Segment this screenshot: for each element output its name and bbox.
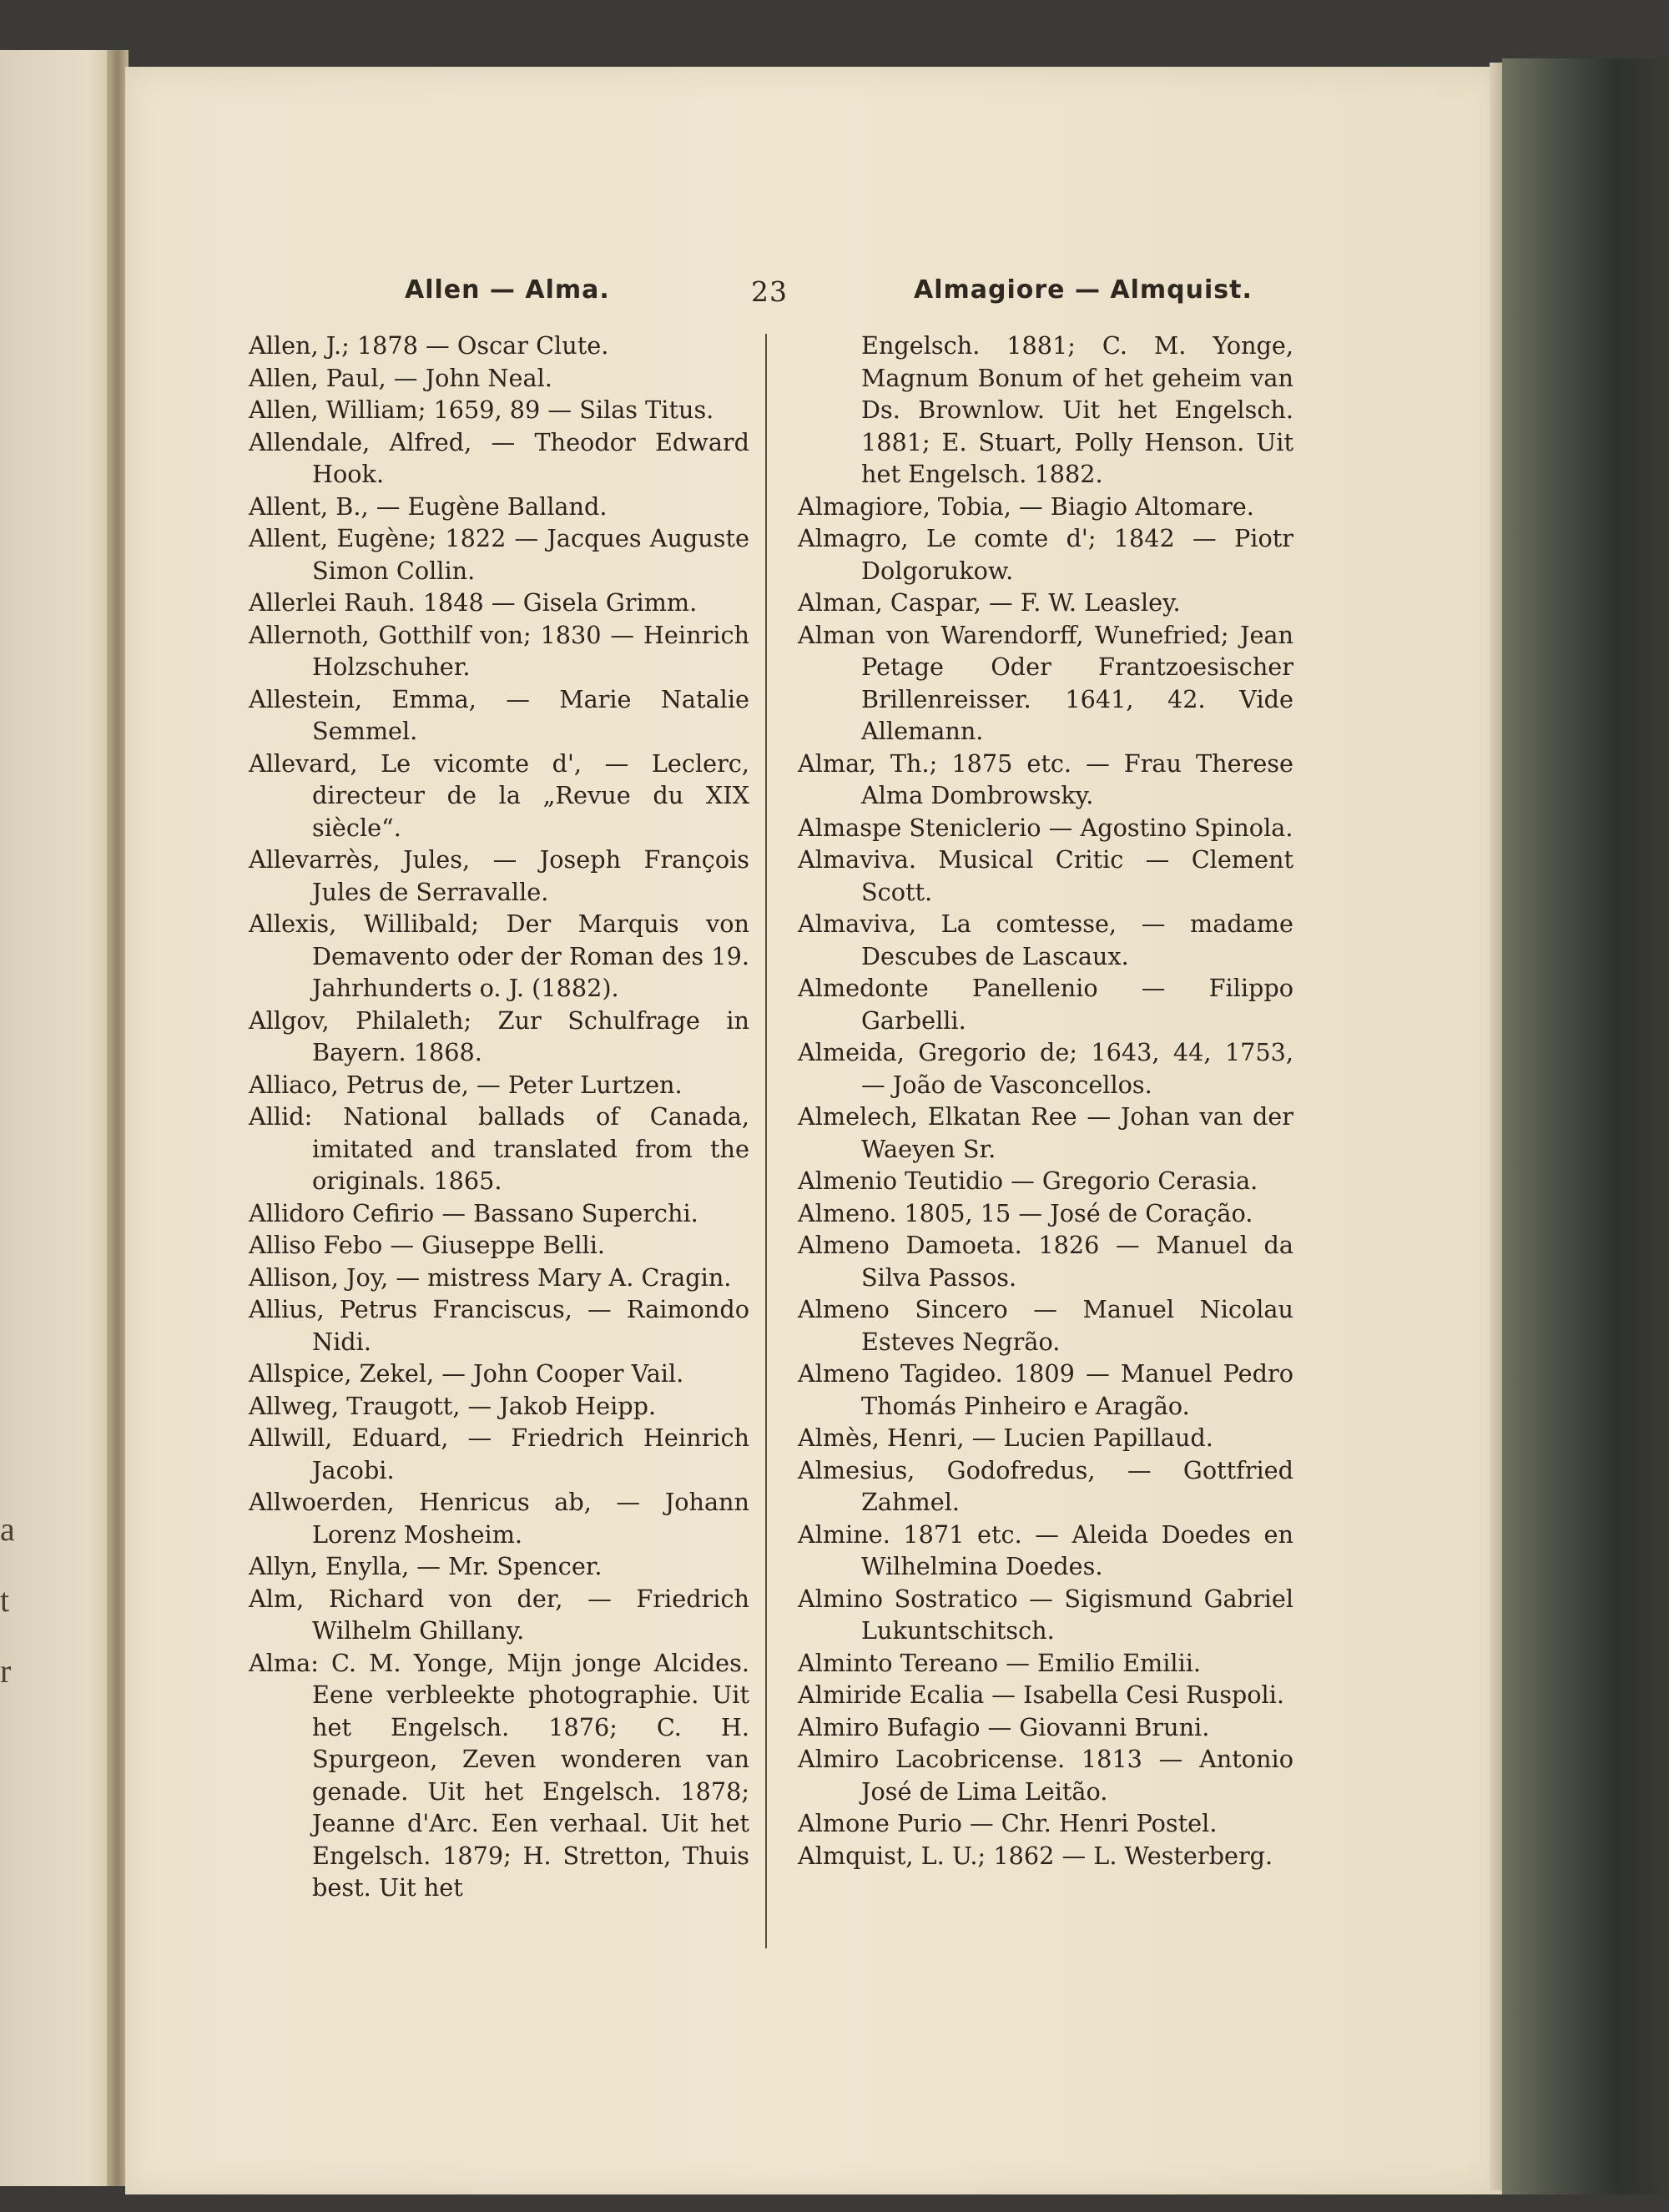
- index-entry: Allestein, Emma, — Marie Natalie Semmel.: [249, 684, 749, 745]
- index-entry: Allspice, Zekel, — John Cooper Vail.: [249, 1359, 684, 1388]
- index-entry: Almaviva. Musical Critic — Clement Scott.: [798, 845, 1293, 906]
- index-entry: Allexis, Willibald; Der Marquis von Demavento oder der Roman des 19. Jahrhunderts o. J. (1882).: [249, 909, 749, 1002]
- index-entry: Allen, Paul, — John Neal.: [249, 363, 552, 392]
- running-head-right: Almagiore — Almquist.: [914, 275, 1253, 305]
- right-column: [798, 330, 1293, 1872]
- index-entry: Almar, Th.; 1875 etc. — Frau Therese Alma Dombrowsky.: [798, 748, 1293, 809]
- index-entry: Alliso Febo — Giuseppe Belli.: [249, 1231, 606, 1259]
- index-entry: Almeno Sincero — Manuel Nicolau Esteves Negrão.: [798, 1295, 1293, 1356]
- index-entry: Allwoerden, Henricus ab, — Johann Lorenz Mosheim.: [249, 1488, 749, 1549]
- index-entry: Almiro Lacobricense. 1813 — Antonio José de Lima Leitão.: [798, 1745, 1293, 1806]
- index-entry: Almaviva, La comtesse, — madame Descubes de Lascaux.: [798, 909, 1293, 970]
- page-number: 23: [751, 275, 788, 308]
- index-entry: Almagro, Le comte d'; 1842 — Piotr Dolgorukow.: [798, 524, 1293, 585]
- left-column: [249, 330, 749, 1904]
- index-entry: Allent, B., — Eugène Balland.: [249, 491, 608, 521]
- index-entry: Almenio Teutidio — Gregorio Cerasia.: [798, 1166, 1258, 1195]
- index-entry: Almelech, Elkatan Ree — Johan van der Waeyen Sr.: [798, 1102, 1293, 1163]
- index-entry: Almeida, Gregorio de; 1643, 44, 1753, — João de Vasconcellos.: [798, 1038, 1293, 1099]
- index-entry: Alman, Caspar, — F. W. Leasley.: [798, 588, 1181, 617]
- index-entry: Allgov, Philaleth; Zur Schulfrage in Bayern. 1868.: [249, 1005, 749, 1066]
- index-entry: Almagiore, Tobia, — Biagio Altomare.: [798, 491, 1254, 521]
- index-entry: Allent, Eugène; 1822 — Jacques Auguste Simon Collin.: [249, 524, 749, 585]
- index-entry: Allidoro Cefirio — Bassano Superchi.: [249, 1198, 698, 1227]
- running-head-left: Allen — Alma.: [405, 275, 610, 305]
- index-entry: Almesius, Godofredus, — Gottfried Zahmel.: [798, 1455, 1293, 1516]
- index-entry: Almquist, L. U.; 1862 — L. Westerberg.: [798, 1841, 1273, 1870]
- index-entry: Almès, Henri, — Lucien Papillaud.: [798, 1423, 1213, 1452]
- book-binding: [1502, 58, 1669, 2194]
- index-entry: Allen, William; 1659, 89 — Silas Titus.: [249, 396, 714, 424]
- index-entry: Almedonte Panellenio — Filippo Garbelli.: [798, 974, 1293, 1035]
- index-entry: Almaspe Steniclerio — Agostino Spinola.: [798, 813, 1293, 842]
- index-entry: Allwill, Eduard, — Friedrich Heinrich Jacobi.: [249, 1423, 749, 1484]
- index-entry: Alman von Warendorff, Wunefried; Jean Petage Oder Frantzoesischer Brillenreisser. 1641, 42. Vide Allemann.: [798, 620, 1293, 745]
- index-entry: Alm, Richard von der, — Friedrich Wilhelm Ghillany.: [249, 1584, 749, 1645]
- index-entry: Almeno Damoeta. 1826 — Manuel da Silva Passos.: [798, 1231, 1293, 1292]
- index-entry: Allius, Petrus Franciscus, — Raimondo Nidi.: [249, 1295, 749, 1356]
- index-entry: Allen, J.; 1878 — Oscar Clute.: [249, 331, 609, 360]
- index-entry: Allevard, Le vicomte d', — Leclerc, directeur de la „Revue du XIX siècle“.: [249, 748, 749, 842]
- index-entry: Almiro Bufagio — Giovanni Bruni.: [798, 1712, 1210, 1741]
- index-entry: Allid: National ballads of Canada, imitated and translated from the originals. 1865.: [249, 1102, 749, 1195]
- index-entry: Allison, Joy, — mistress Mary A. Cragin.: [249, 1262, 732, 1292]
- index-entry: Almeno Tagideo. 1809 — Manuel Pedro Thomás Pinheiro e Aragão.: [798, 1359, 1293, 1420]
- facing-page-edge-letters: [0, 1494, 25, 1706]
- column-divider: [765, 334, 767, 1948]
- index-entry: Almiride Ecalia — Isabella Cesi Ruspoli.: [798, 1680, 1285, 1709]
- index-entry: Alliaco, Petrus de, — Peter Lurtzen.: [249, 1070, 683, 1099]
- index-entry: Allernoth, Gotthilf von; 1830 — Heinrich Holzschuher.: [249, 620, 749, 681]
- index-entry: Allevarrès, Jules, — Joseph François Jules de Serravalle.: [249, 845, 749, 906]
- index-entry: Allerlei Rauh. 1848 — Gisela Grimm.: [249, 588, 698, 617]
- edge-letter: a: [0, 1510, 15, 1548]
- index-entry-continued: Engelsch. 1881; C. M. Yonge, Magnum Bonum of het geheim van Ds. Brownlow. Uit het Engelsch. 1881; E. Stuart, Polly Henson. Uit het Engelsch. 1882.: [861, 331, 1293, 488]
- index-entry: Allweg, Traugott, — Jakob Heipp.: [249, 1391, 657, 1420]
- index-entry: Alminto Tereano — Emilio Emilii.: [798, 1648, 1202, 1677]
- index-entry: Almino Sostratico — Sigismund Gabriel Lukuntschitsch.: [798, 1584, 1293, 1645]
- index-entry: Alma: C. M. Yonge, Mijn jonge Alcides. Eene verbleekte photographie. Uit het Engelsch. 1876; C. H. Spurgeon, Zeven wonderen van genade. Uit het Engelsch. 1878; Jeanne d'Arc. Een verhaal. Uit het Engelsch. 1879; H. Stretton, Thuis best. Uit het: [249, 1648, 749, 1902]
- index-entry: Allyn, Enylla, — Mr. Spencer.: [249, 1552, 603, 1580]
- index-entry: Almine. 1871 etc. — Aleida Doedes en Wilhelmina Doedes.: [798, 1519, 1293, 1580]
- edge-letter: r: [0, 1652, 12, 1690]
- index-entry: Almeno. 1805, 15 — José de Coração.: [798, 1198, 1253, 1227]
- index-entry: Allendale, Alfred, — Theodor Edward Hook.: [249, 427, 749, 488]
- index-entry: Almone Purio — Chr. Henri Postel.: [798, 1809, 1218, 1837]
- edge-letter: t: [0, 1581, 10, 1619]
